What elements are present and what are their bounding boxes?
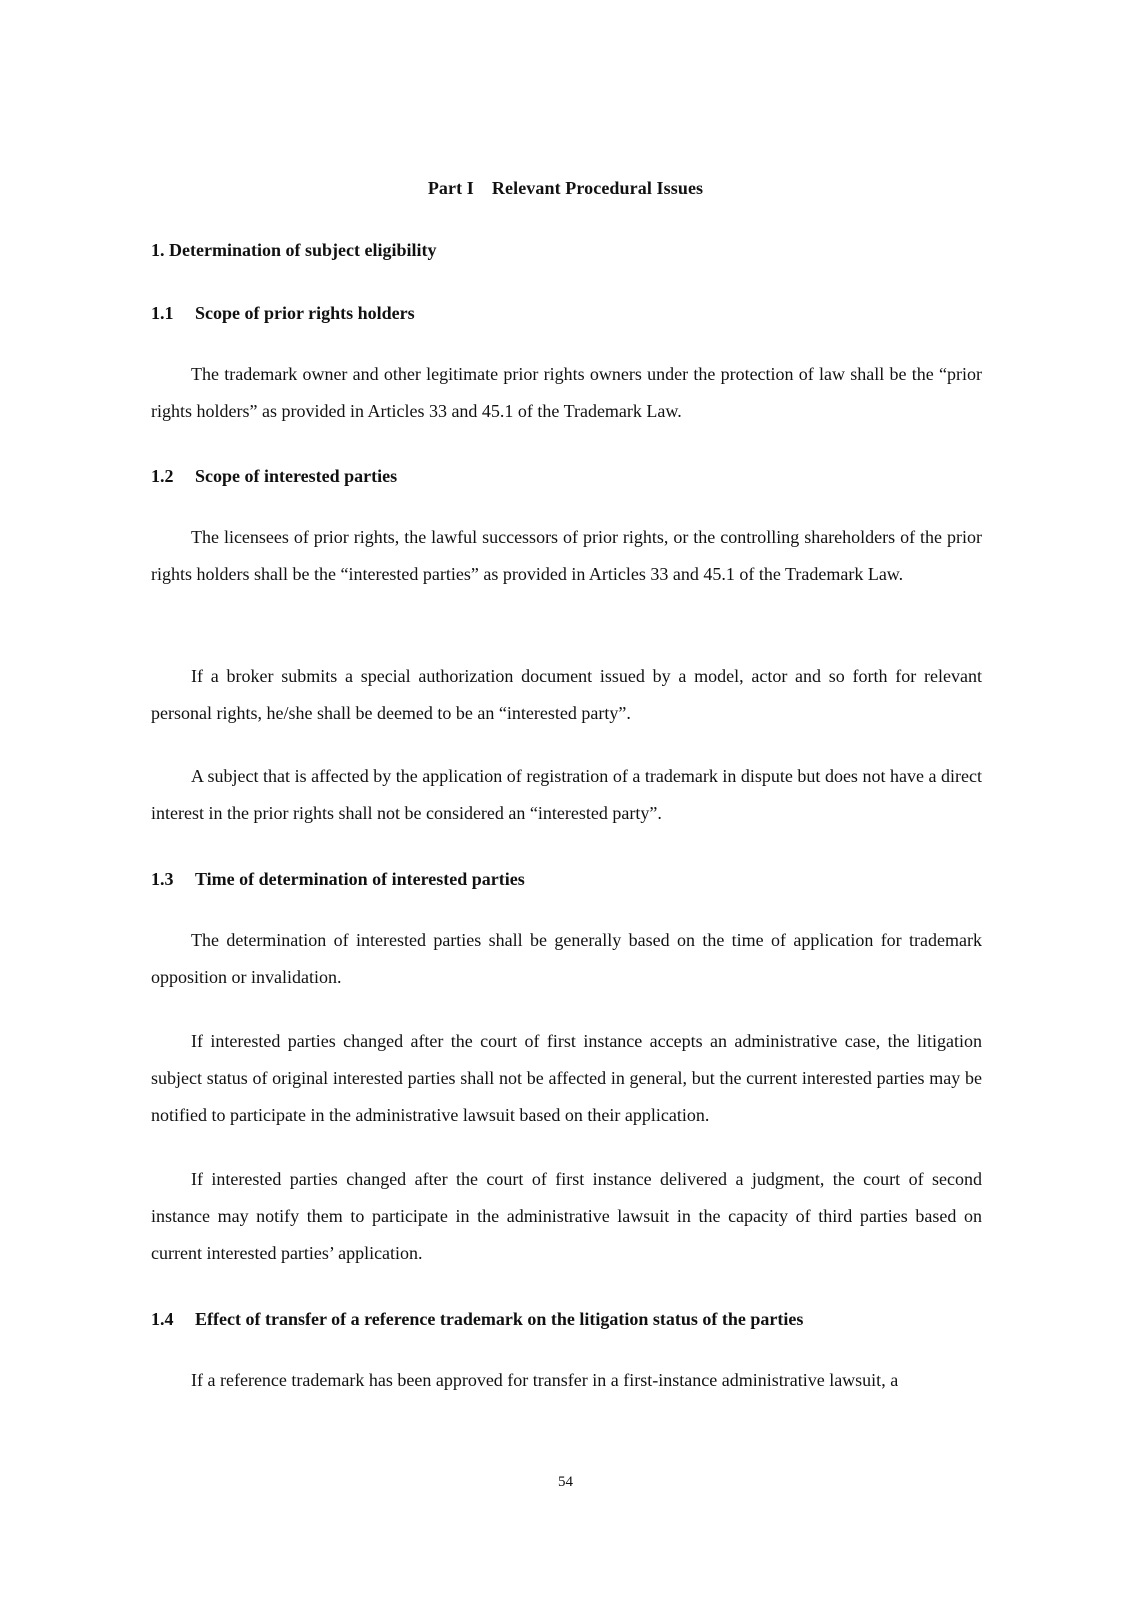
paragraph-1-2-a: The licensees of prior rights, the lawful successors of prior rights, or the controlling shareholders of the prior rights holders shall be the “interested parties” as provided in Articles 33 and 45.1 of the Trademark Law. — [151, 527, 982, 584]
paragraph-1-2-b: If a broker submits a special authorization document issued by a model, actor and so forth for relevant personal rights, he/she shall be deemed to be an “interested party”. — [151, 666, 982, 723]
paragraph-1-4-a: If a reference trademark has been approved for transfer in a first-instance administrative lawsuit, a — [191, 1370, 899, 1390]
paragraph-1-3-c: If interested parties changed after the court of first instance delivered a judgment, the court of second instance may notify them to participate in the administrative lawsuit in the capacity of third parties based on current interested parties’ application. — [151, 1169, 982, 1263]
subsection-title: Effect of transfer of a reference trademark on the litigation status of the parties — [195, 1309, 804, 1329]
part-title-text: Relevant Procedural Issues — [491, 178, 704, 198]
part-title — [0, 178, 1131, 199]
subsection-title: Time of determination of interested parties — [195, 869, 525, 889]
subsection-number: 1.3 — [151, 869, 174, 889]
subsection-title: Scope of prior rights holders — [195, 303, 415, 323]
subsection-number: 1.2 — [151, 466, 174, 486]
subsection-heading-1-2 — [151, 466, 397, 487]
paragraph-1-2-c: A subject that is affected by the application of registration of a trademark in dispute but does not have a direct interest in the prior rights shall not be considered an “interested party”. — [151, 766, 982, 823]
part-label: Part I — [427, 178, 474, 198]
subsection-heading-1-4 — [151, 1309, 803, 1330]
paragraph-1-3-a: The determination of interested parties shall be generally based on the time of application for trademark opposition or invalidation. — [151, 930, 982, 987]
section-heading-1 — [151, 240, 436, 261]
subsection-number: 1.1 — [151, 303, 174, 323]
subsection-heading-1-3 — [151, 869, 525, 890]
subsection-title: Scope of interested parties — [195, 466, 398, 486]
subsection-heading-1-1 — [151, 303, 415, 324]
subsection-number: 1.4 — [151, 1309, 174, 1329]
page-number: 54 — [558, 1474, 573, 1490]
section-heading-1-text: 1. Determination of subject eligibility — [151, 240, 437, 260]
paragraph-1-1-a: The trademark owner and other legitimate prior rights owners under the protection of law shall be the “prior rights holders” as provided in Articles 33 and 45.1 of the Trademark Law. — [151, 364, 982, 421]
paragraph-1-3-b: If interested parties changed after the court of first instance accepts an administrative case, the litigation subject status of original interested parties shall not be affected in general, but the current interested parties may be notified to participate in the administrative lawsuit based on their application. — [151, 1031, 982, 1125]
